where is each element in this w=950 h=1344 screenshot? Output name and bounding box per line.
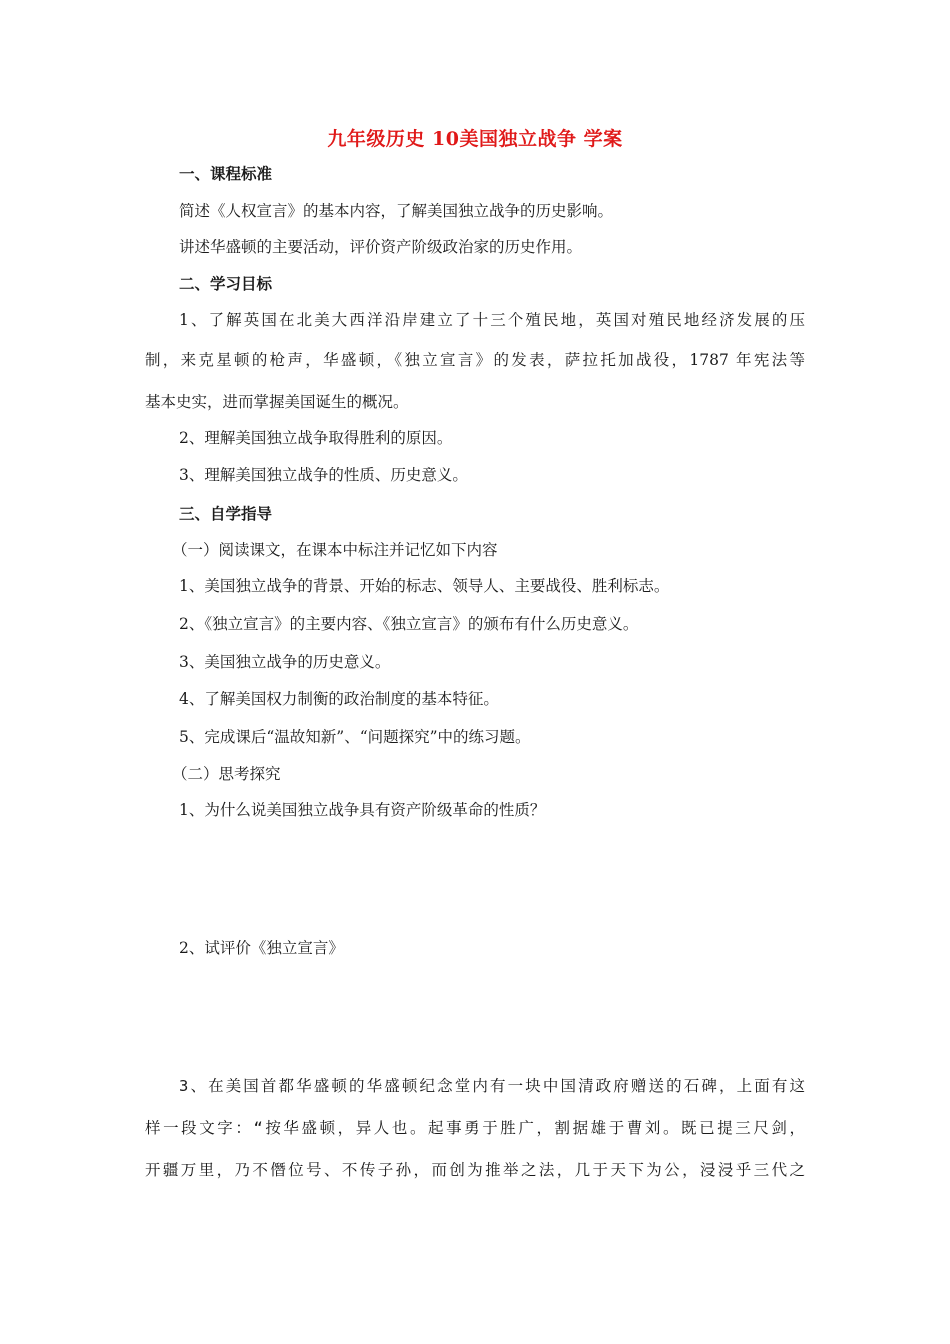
question-item: 2、试评价《独立宣言》 [179,939,344,957]
paragraph-line: 1、了解英国在北美大西洋沿岸建立了十三个殖民地，英国对殖民地经济发展的压 [179,311,805,329]
question-item: 1、为什么说美国独立战争具有资产阶级革命的性质？ [179,801,546,819]
section-heading-self-study: 三、自学指导 [179,504,273,523]
section-heading-curriculum-standard: 一、课程标准 [179,164,273,183]
list-item: 5、完成课后“温故知新”、“问题探究”中的练习题。 [179,728,531,746]
list-item: 3、理解美国独立战争的性质、历史意义。 [179,466,468,484]
paragraph-line: 样一段文字：“按华盛顿，异人也。起事勇于胜广，割据雄于曹刘。既已提三尺剑， [145,1119,805,1137]
paragraph-line: 讲述华盛顿的主要活动，评价资产阶级政治家的历史作用。 [179,238,583,256]
subsection-label-thinking: （二）思考探究 [172,765,281,783]
paragraph-line: 基本史实，进而掌握美国诞生的概况。 [145,393,409,411]
paragraph-line: 开疆万里，乃不僭位号、不传子孙，而创为推举之法，几于天下为公，浸浸乎三代之 [145,1161,805,1179]
list-item: 2、《独立宣言》的主要内容、《独立宣言》的颁布有什么历史意义。 [179,615,639,633]
section-heading-learning-goals: 二、学习目标 [179,274,273,293]
subsection-label-reading: （一）阅读课文，在课本中标注并记忆如下内容 [172,541,498,559]
list-item: 2、理解美国独立战争取得胜利的原因。 [179,429,453,447]
paragraph-line: 制，来克星顿的枪声，华盛顿，《独立宣言》的发表，萨拉托加战役，1787 年宪法等 [145,351,805,369]
paragraph-line: 3、在美国首都华盛顿的华盛顿纪念堂内有一块中国清政府赠送的石碑，上面有这 [179,1077,805,1095]
list-item: 3、美国独立战争的历史意义。 [179,653,391,671]
list-item: 1、美国独立战争的背景、开始的标志、领导人、主要战役、胜利标志。 [179,577,670,595]
paragraph-line: 简述《人权宣言》的基本内容，了解美国独立战争的历史影响。 [179,202,614,220]
list-item: 4、了解美国权力制衡的政治制度的基本特征。 [179,690,499,708]
document-title: 九年级历史 10美国独立战争 学案 [327,128,623,150]
